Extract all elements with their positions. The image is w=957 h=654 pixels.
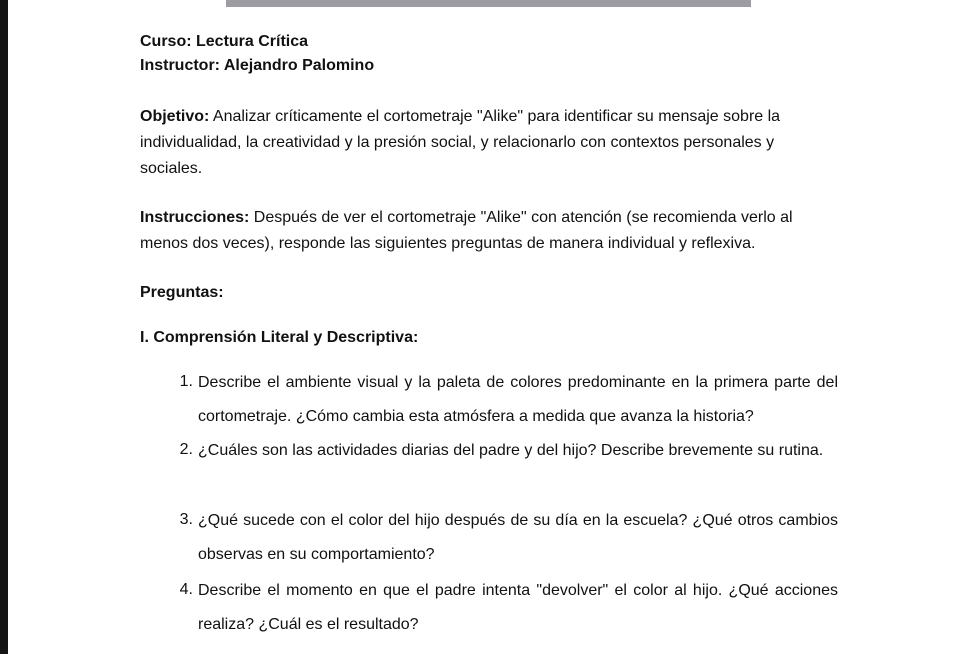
instructions-label: Instrucciones: xyxy=(140,209,250,226)
question-text: Describe el ambiente visual y la paleta de colores predominante en la primera parte del cortometraje. ¿Cómo cambia esta atmósfera a medida que avanza la historia? xyxy=(198,374,838,425)
objective-paragraph xyxy=(140,104,838,182)
course-title: Curso: Lectura Crítica xyxy=(140,33,309,50)
question-number: 1. xyxy=(179,373,193,390)
instructor-name: Instructor: Alejandro Palomino xyxy=(140,57,375,74)
instructions-text: Después de ver el cortometraje "Alike" con atención (se recomienda verlo al menos dos veces), responde las siguientes preguntas de manera individual y reflexiva. xyxy=(140,209,793,252)
question-text: ¿Cuáles son las actividades diarias del padre y del hijo? Describe brevemente su rutina. xyxy=(198,442,824,459)
objective-label: Objetivo: xyxy=(140,108,210,125)
top-bar xyxy=(226,0,751,7)
instructions-paragraph xyxy=(140,205,838,257)
question-text: ¿Qué sucede con el color del hijo después de su día en la escuela? ¿Qué otros cambios observas en su comportamiento? xyxy=(198,512,838,563)
question-number: 4. xyxy=(179,581,193,598)
objective-text: Analizar críticamente el cortometraje "Alike" para identificar su mensaje sobre la individualidad, la creatividad y la presión social, y relacionarlo con contextos personales y sociales. xyxy=(140,108,781,177)
question-number: 3. xyxy=(179,511,193,528)
section-heading: I. Comprensión Literal y Descriptiva: xyxy=(140,329,419,346)
question-text: Describe el momento en que el padre intenta "devolver" el color al hijo. ¿Qué acciones realiza? ¿Cuál es el resultado? xyxy=(198,582,838,633)
left-edge-shadow xyxy=(0,0,8,654)
question-number: 2. xyxy=(179,441,193,458)
questions-heading: Preguntas: xyxy=(140,284,224,301)
